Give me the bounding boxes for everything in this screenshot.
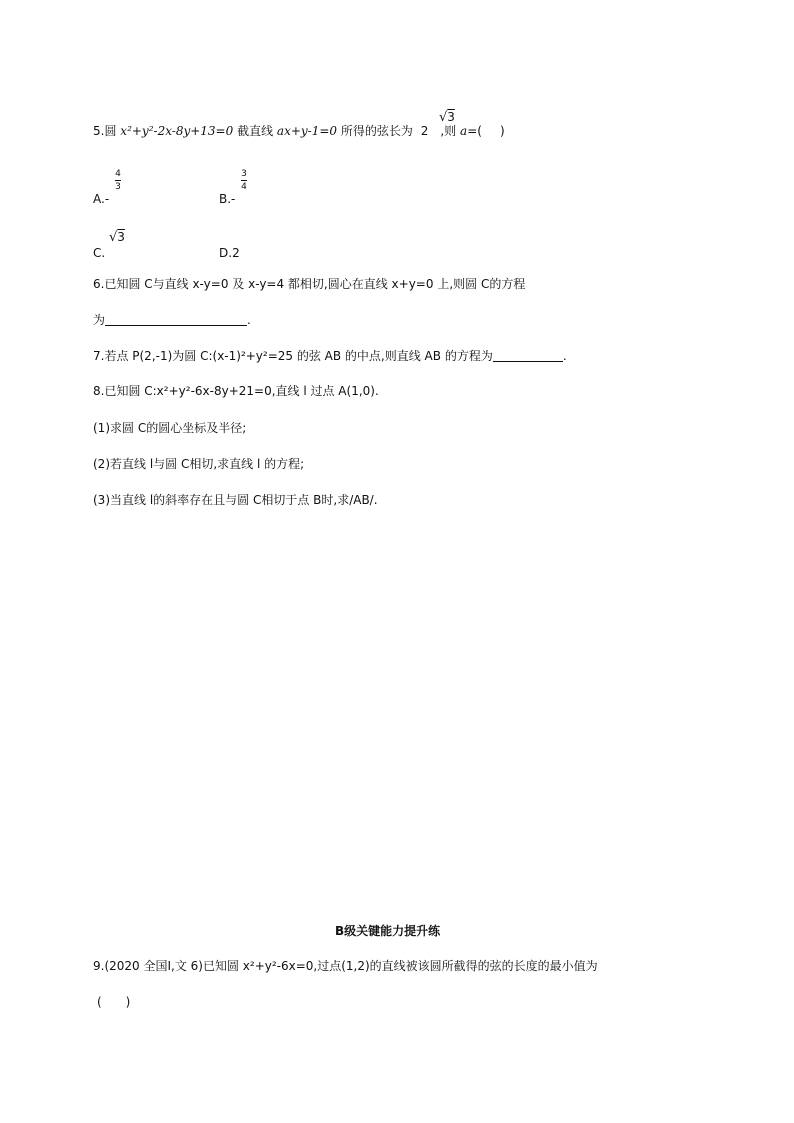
q5-line-equation: ax+y-1=0 [276, 124, 338, 138]
q5-option-c-radicand: 3 [117, 230, 125, 244]
q5-option-b [219, 191, 235, 207]
q5-text-d: ,则 [440, 124, 457, 138]
q8-part-1: (1)求圆 C的圆心坐标及半径; [93, 421, 247, 435]
q6-stem: 6.已知圆 C与直线 x-y=0 及 x-y=4 都相切,圆心在直线 x+y=0 上,则圆 C的方程 [93, 277, 526, 291]
q5-option-d-label: D. [219, 246, 233, 260]
q6-answer-blank[interactable] [105, 313, 247, 326]
q5-option-b-sign: - [231, 192, 236, 206]
q5-variable-a: a [460, 124, 468, 138]
q5-option-b-label: B. [219, 192, 232, 206]
q5-option-b-numerator: 3 [241, 169, 247, 179]
q7-answer-blank[interactable] [493, 349, 563, 362]
q8-stem: 8.已知圆 C:x²+y²-6x-8y+21=0,直线 l 过点 A(1,0). [93, 384, 379, 398]
q5-chord-coefficient: 2 [420, 124, 429, 138]
q5-text-f: ) [499, 124, 505, 138]
sqrt-symbol: √ [109, 230, 118, 245]
q6-prefix: 为 [93, 313, 106, 327]
sqrt-symbol: √ [439, 110, 448, 125]
q5-option-a-fraction [115, 169, 121, 192]
q5-option-a-sign: - [104, 192, 110, 206]
q5-option-c [93, 245, 105, 261]
q6-answer-line [93, 312, 251, 328]
q5-number: 5. [93, 124, 105, 138]
q6-suffix: . [247, 313, 251, 327]
q5-text-c: 所得的弦长为 [340, 124, 413, 138]
q5-sqrt-radicand: 3 [447, 110, 455, 124]
q5-option-a [93, 191, 109, 207]
q5-chord-sqrt [439, 110, 455, 125]
q8-part-2: (2)若直线 l与圆 C相切,求直线 l 的方程; [93, 457, 305, 471]
q5-option-c-sqrt [109, 230, 125, 245]
q5-text-e: =( [467, 124, 482, 138]
q5-option-b-denominator: 4 [241, 182, 247, 192]
q5-option-a-label: A. [93, 192, 105, 206]
q9-answer-parens: ( ) [97, 995, 131, 1009]
q5-stem [93, 123, 505, 139]
q5-text-b: 截直线 [237, 124, 274, 138]
q9-stem: 9.(2020 全国Ⅰ,文 6)已知圆 x²+y²-6x=0,过点(1,2)的直线被该圆所截得的弦的长度的最小值为 [93, 959, 598, 973]
q7-suffix: . [562, 349, 567, 363]
q5-option-c-label: C. [93, 246, 106, 260]
q7-stem [93, 348, 567, 364]
q5-option-a-denominator: 3 [115, 182, 121, 192]
q8-part-3: (3)当直线 l的斜率存在且与圆 C相切于点 B时,求/AB/. [93, 493, 378, 507]
q7-prefix: 7.若点 P(2,-1)为圆 C:(x-1)²+y²=25 的弦 AB 的中点,则直线 AB 的方程为 [93, 349, 493, 363]
q5-text-a: 圆 [104, 124, 117, 138]
q5-option-d-value: 2 [232, 246, 240, 260]
q5-circle-equation: x²+y²-2x-8y+13=0 [120, 124, 234, 138]
q5-option-a-numerator: 4 [115, 169, 121, 179]
q5-option-d [219, 245, 240, 261]
q5-option-b-fraction [241, 169, 247, 192]
section-title: B级关键能力提升练 [335, 924, 441, 938]
